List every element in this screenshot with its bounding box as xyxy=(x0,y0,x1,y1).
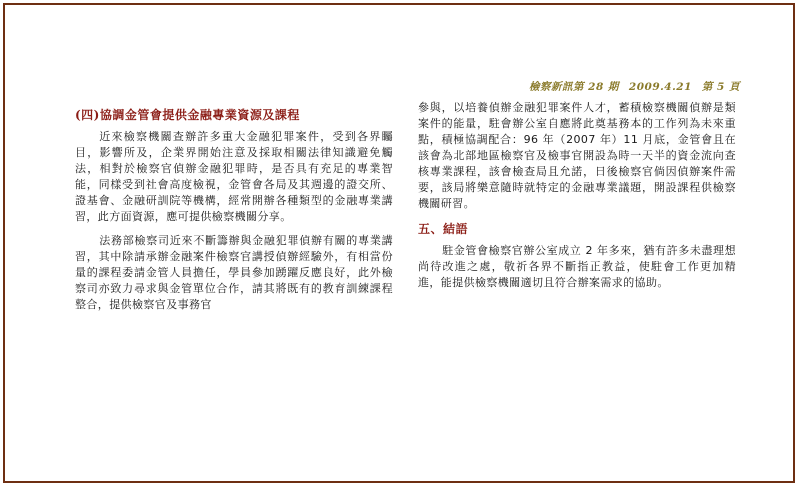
publication-date: 2009.4.21 xyxy=(628,81,692,93)
paragraph: 駐金管會檢察官辦公室成立 2 年多來，猶有許多未盡理想尚待改進之處，敬祈各界不斷指正教益，使駐會工作更加精進，能提供檢察機關適切且符合辦案需求的協助。 xyxy=(418,244,736,289)
paragraph: 法務部檢察司近來不斷籌辦與金融犯罪偵辦有關的專業講習，其中除請承辦金融案件檢察官講授偵辦經驗外，有相當份量的課程委請金管人員擔任，學員參加踴躍反應良好，此外檢察司亦致力尋求與金管單位合作，請其將既有的教育訓練課程整合，提供檢察官及事務官 xyxy=(75,234,393,311)
publication-title: 檢察新訊第 28 期 xyxy=(528,81,619,93)
section-heading-5: 五、結語 xyxy=(418,222,469,236)
right-column xyxy=(418,100,736,299)
paragraph: 近來檢察機關查辦許多重大金融犯罪案件，受到各界矚目，影響所及，企業界開始注意及採取相關法律知識避免觸法，相對於檢察官偵辦金融犯罪時，是否具有充足的專業智能，同樣受到社會高度檢視，金管會各局及其週邊的證交所、證基會、金融研訓院等機構，經常開辦各種類型的金融專業講習，此方面資源，應可提供檢察機關分享。 xyxy=(75,130,393,223)
page-header xyxy=(529,79,740,94)
page-number: 第 5 頁 xyxy=(701,81,740,93)
paragraph-continued: 參與，以培養偵辦金融犯罪案件人才，蓄積檢察機關偵辦是類案件的能量，駐會辦公室自應將此奠基務本的工作列為未來重點，積極協調配合：96 年（2007 年）11 月底，金管會且在該會為北部地區檢察官及檢事官開設為時一天半的資金流向查核專業課程，該會檢查局且允諾，日後檢察官倘因偵辦案件需要，該局將樂意隨時就特定的金融專業議題，開設課程供檢察機關研習。 xyxy=(418,101,736,210)
left-column xyxy=(75,100,393,321)
section-heading-4: (四)協調金管會提供金融專業資源及課程 xyxy=(75,108,300,122)
